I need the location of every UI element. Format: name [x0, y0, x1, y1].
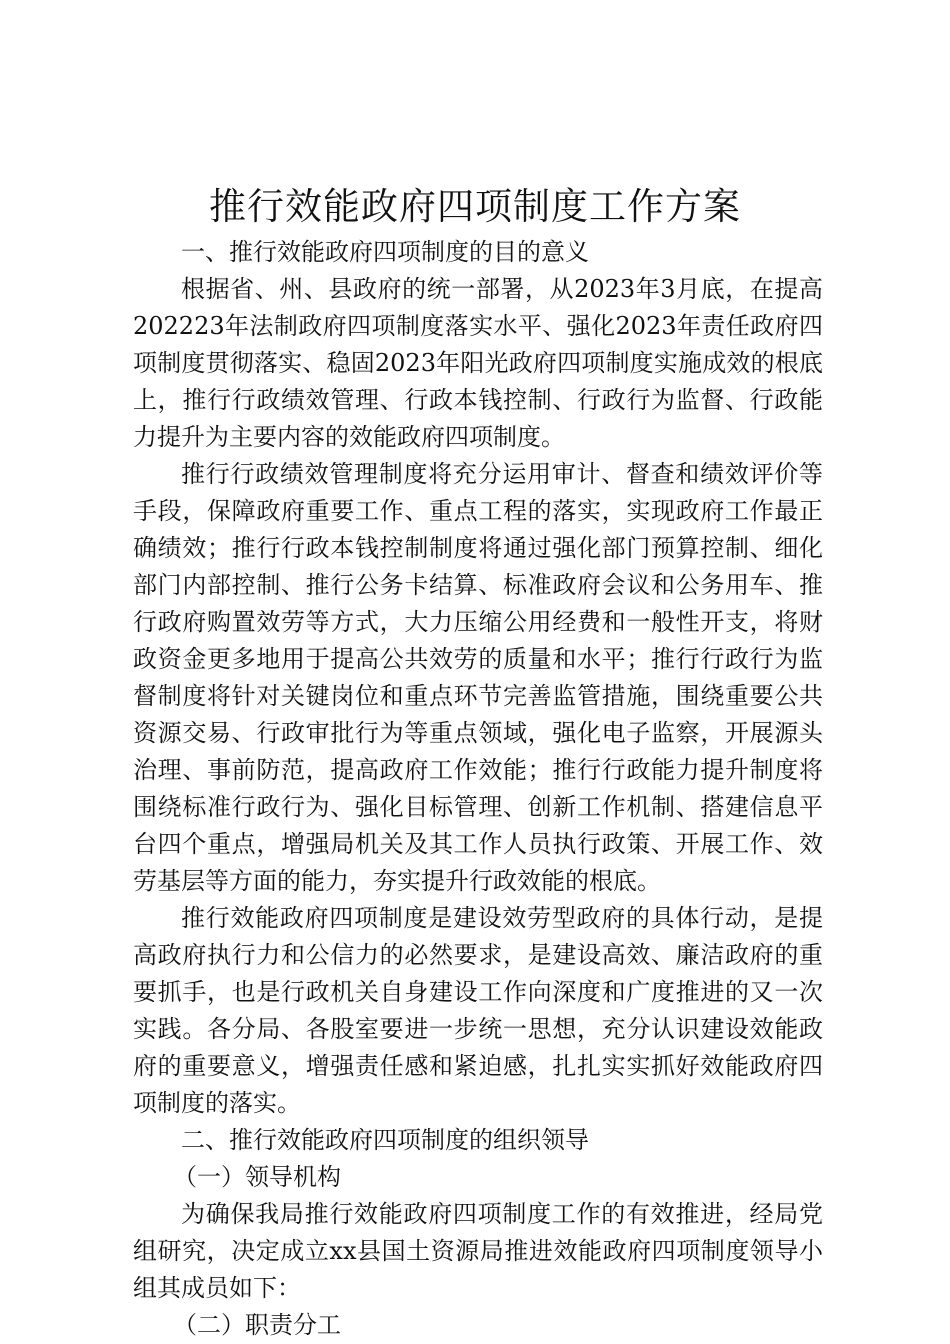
section-1-paragraph-2: 推行行政绩效管理制度将充分运用审计、督查和绩效评价等手段，保障政府重要工作、重点工程的落实，实现政府工作最正确绩效；推行行政本钱控制制度将通过强化部门预算控制、细化部门内部控制、推行公务卡结算、标准政府会议和公务用车、推行政府购置效劳等方式，大力压缩公用经费和一般性开支，将财政资金更多地用于提高公共效劳的质量和水平；推行行政行为监督制度将针对关键岗位和重点环节完善监管措施，围绕重要公共资源交易、行政审批行为等重点领域，强化电子监察，开展源头治理、事前防范，提高政府工作效能；推行行政能力提升制度将围绕标准行政行为、强化目标管理、创新工作机制、搭建信息平台四个重点，增强局机关及其工作人员执行政策、开展工作、效劳基层等方面的能力，夯实提升行政效能的根底。 — [133, 460, 823, 895]
document-title: 推行效能政府四项制度工作方案 — [209, 185, 741, 228]
section-1-paragraph-1: 根据省、州、县政府的统一部署，从2023年3月底，在提高202223年法制政府四项制度落实水平、强化2023年责任政府四项制度贯彻落实、稳固2023年阳光政府四项制度实施成效的根底上，推行行政绩效管理、行政本钱控制、行政行为监督、行政能力提升为主要内容的效能政府四项制度。 — [133, 275, 823, 451]
subsection-1-paragraph: 为确保我局推行效能政府四项制度工作的有效推进，经局党组研究，决定成立xx县国土资源局推进效能政府四项制度领导小组其成员如下： — [133, 1200, 823, 1302]
section-2-heading: 二、推行效能政府四项制度的组织领导 — [181, 1126, 589, 1154]
subsection-1-heading: （一）领导机构 — [173, 1163, 341, 1191]
document-body — [133, 234, 823, 1344]
section-1-paragraph-3: 推行效能政府四项制度是建设效劳型政府的具体行动，是提高政府执行力和公信力的必然要求，是建设高效、廉洁政府的重要抓手，也是行政机关自身建设工作向深度和广度推进的又一次实践。各分局、各股室要进一步统一思想，充分认识建设效能政府的重要意义，增强责任感和紧迫感，扎扎实实抓好效能政府四项制度的落实。 — [133, 904, 823, 1117]
subsection-2-heading: （二）职责分工 — [173, 1311, 341, 1339]
section-1-heading: 一、推行效能政府四项制度的目的意义 — [181, 238, 589, 266]
